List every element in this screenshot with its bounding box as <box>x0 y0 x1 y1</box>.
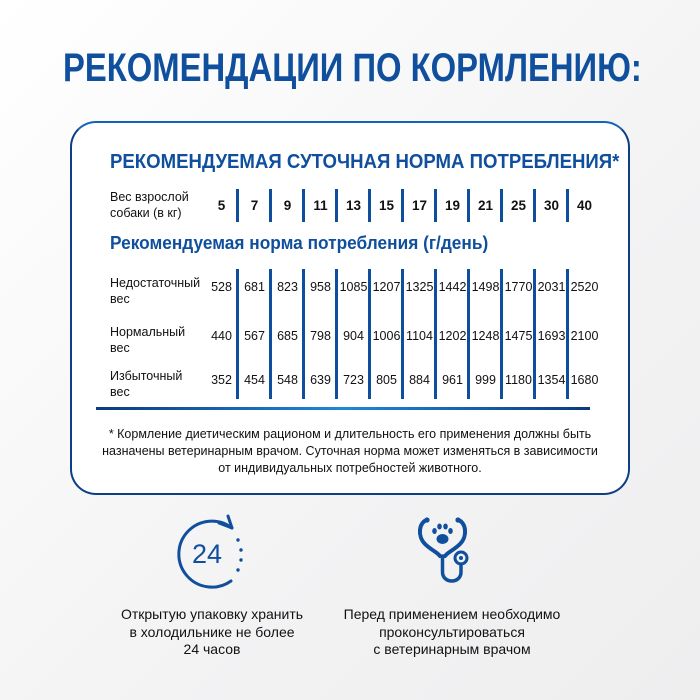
weight-cell: 30 <box>543 198 560 213</box>
table-cell: 1006 <box>372 329 401 343</box>
column-divider <box>500 189 503 222</box>
weight-label <box>110 189 189 221</box>
caption-line3: с ветеринарным врачом <box>373 641 531 657</box>
feeding-table-card <box>70 121 630 495</box>
column-divider <box>533 269 536 399</box>
table-cell: 723 <box>343 373 364 387</box>
footnote-line1: * Кормление диетическим рационом и длительность его применения должны быть <box>108 427 592 441</box>
column-divider <box>269 269 272 399</box>
table-cell: 2031 <box>537 280 566 294</box>
column-divider <box>335 269 338 399</box>
column-divider <box>335 189 338 222</box>
table-cell: 1442 <box>438 280 467 294</box>
table-cell: 1207 <box>372 280 401 294</box>
column-divider <box>533 189 536 222</box>
caption-line1: Открытую упаковку хранить <box>120 606 304 622</box>
table-cell: 548 <box>277 373 298 387</box>
column-divider <box>368 269 371 399</box>
row-label-line1: Избыточный <box>110 369 183 383</box>
table-cell: 1498 <box>471 280 500 294</box>
footnote <box>82 426 618 477</box>
weight-cell: 19 <box>444 198 461 213</box>
table-cell: 567 <box>244 329 265 343</box>
weight-cell: 21 <box>477 198 494 213</box>
table-cell: 1202 <box>438 329 467 343</box>
weight-cell: 15 <box>378 198 395 213</box>
caption-line1: Перед применением необходимо <box>343 606 561 622</box>
table-cell: 352 <box>211 373 232 387</box>
table-cell: 999 <box>475 373 496 387</box>
table-cell: 639 <box>310 373 331 387</box>
svg-text:24: 24 <box>191 539 223 569</box>
table-cell: 440 <box>211 329 232 343</box>
page-title: РЕКОМЕНДАЦИИ ПО КОРМЛЕНИЮ: <box>63 46 642 90</box>
row-label-underweight <box>110 275 200 307</box>
row-label-line2: вес <box>110 341 130 355</box>
table-cell: 681 <box>244 280 265 294</box>
table-cell: 884 <box>409 373 430 387</box>
table-divider <box>96 407 590 410</box>
caption-line2: проконсультироваться <box>379 623 525 640</box>
column-divider <box>434 269 437 399</box>
row-label-line1: Недостаточный <box>110 276 201 290</box>
table-cell: 1693 <box>537 329 566 343</box>
table-cell: 1248 <box>471 329 500 343</box>
column-divider <box>467 189 470 222</box>
column-divider <box>566 189 569 222</box>
column-divider <box>467 269 470 399</box>
table-cell: 904 <box>343 329 364 343</box>
intake-subtitle: Рекомендуемая норма потребления (г/день) <box>110 233 489 253</box>
weight-label-line1: Вес взрослой <box>110 190 189 204</box>
weight-cell: 13 <box>345 198 362 213</box>
row-label-line2: вес <box>110 292 130 306</box>
table-cell: 1180 <box>505 373 532 387</box>
column-divider <box>500 269 503 399</box>
stethoscope-paw-icon <box>415 512 485 587</box>
column-divider <box>302 189 305 222</box>
weight-cell: 40 <box>576 198 593 213</box>
weight-label-line2: собаки (в кг) <box>110 206 182 220</box>
table-cell: 2520 <box>570 280 599 294</box>
weight-cell: 7 <box>250 198 259 213</box>
table-cell: 1325 <box>405 280 434 294</box>
row-label-overweight <box>110 368 182 400</box>
table-cell: 454 <box>244 373 265 387</box>
table-cell: 1770 <box>504 280 533 294</box>
column-divider <box>302 269 305 399</box>
column-divider <box>566 269 569 399</box>
clock-24-icon <box>172 512 252 592</box>
table-cell: 1104 <box>406 329 433 343</box>
column-divider <box>401 269 404 399</box>
storage-caption <box>92 606 332 659</box>
column-divider <box>236 269 239 399</box>
table-cell: 805 <box>376 373 397 387</box>
column-divider <box>434 189 437 222</box>
row-label-line2: вес <box>110 385 130 399</box>
weight-cell: 11 <box>313 198 328 213</box>
table-cell: 961 <box>442 373 463 387</box>
weight-cell: 25 <box>510 198 527 213</box>
column-divider <box>368 189 371 222</box>
weight-cell: 5 <box>217 198 226 213</box>
table-cell: 958 <box>310 280 331 294</box>
caption-line3: 24 часов <box>183 641 241 657</box>
footnote-line3: от индивидуальных потребностей животного. <box>218 461 482 475</box>
table-cell: 685 <box>277 329 298 343</box>
caption-line2: в холодильнике не более <box>129 623 295 640</box>
table-cell: 528 <box>211 280 232 294</box>
table-cell: 1680 <box>570 373 599 387</box>
table-cell: 1475 <box>504 329 533 343</box>
weight-cell: 9 <box>283 198 292 213</box>
vet-consult-caption <box>332 606 572 659</box>
row-label-normal <box>110 324 185 356</box>
column-divider <box>236 189 239 222</box>
table-cell: 1085 <box>339 280 368 294</box>
table-cell: 798 <box>310 329 331 343</box>
column-divider <box>401 189 404 222</box>
table-cell: 1354 <box>537 373 566 387</box>
table-cell: 2100 <box>570 329 599 343</box>
table-cell: 823 <box>277 280 298 294</box>
column-divider <box>269 189 272 222</box>
card-title: РЕКОМЕНДУЕМАЯ СУТОЧНАЯ НОРМА ПОТРЕБЛЕНИЯ* <box>110 151 620 173</box>
footnote-line2: назначены ветеринарным врачом. Суточная норма может изменяться в зависимости <box>102 444 598 458</box>
row-label-line1: Нормальный <box>110 325 186 339</box>
weight-cell: 17 <box>411 198 428 213</box>
